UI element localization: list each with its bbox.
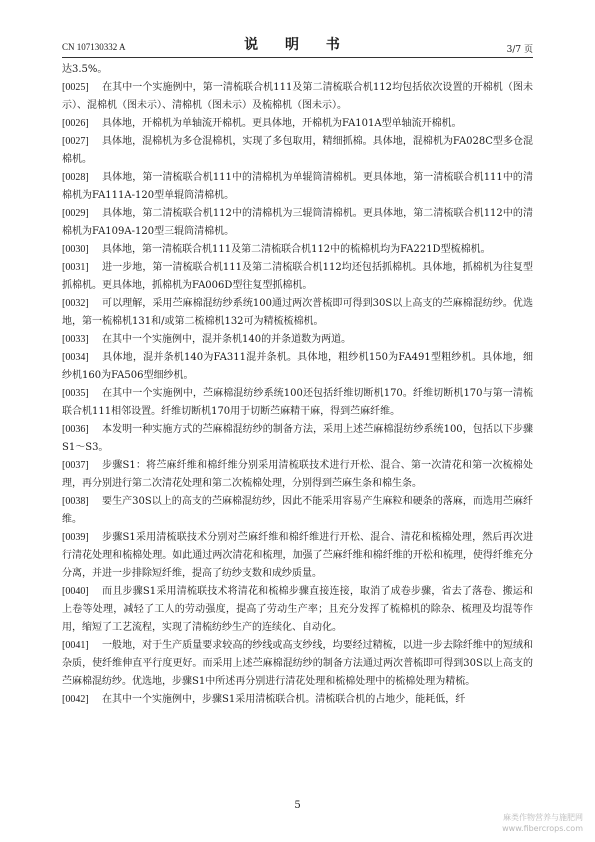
paragraph bbox=[62, 385, 533, 421]
watermark-site-name: 麻类作物营养与施肥网 bbox=[503, 813, 583, 822]
paragraph-text: 在其中一个实施例中，苎麻棉混纺纱系统100还包括纤维切断机170。纤维切断机170与第一清梳联合机111相邻设置。纤维切断机170用于切断苎麻精干麻，得到苎麻纤维。 bbox=[62, 388, 533, 417]
paragraph bbox=[62, 241, 533, 259]
paragraph-text: 而且步骤S1采用清梳联技术将清花和梳棉步骤直接连接，取消了成卷步骤，省去了落卷、搬运和上卷等处理，减轻了工人的劳动强度，提高了劳动生产率；且充分发挥了梳棉机的除杂、梳理及均混等作用，缩短了工艺流程，实现了清梳纺纱生产的连续化、自动化。 bbox=[62, 586, 533, 633]
paragraph-number: [0042] bbox=[62, 694, 89, 705]
paragraph-text: 进一步地，第一清梳联合机111及第二清梳联合机112均还包括抓棉机。具体地，抓棉机为往复型抓棉机。更具体地，抓棉机为FA006D型往复型抓棉机。 bbox=[62, 262, 533, 291]
document-body bbox=[62, 61, 533, 709]
paragraph-text: 在其中一个实施例中，步骤S1采用清梳联合机。清梳联合机的占地少，能耗低，纤 bbox=[102, 694, 466, 705]
paragraph-number: [0037] bbox=[62, 460, 89, 471]
paragraph-number: [0034] bbox=[62, 352, 89, 363]
paragraph-text: 在其中一个实施例中，第一清梳联合机111及第二清梳联合机112均包括依次设置的开棉机（图未示）、混棉机（图未示）、清棉机（图未示）及梳棉机（图未示）。 bbox=[62, 82, 533, 111]
paragraph-text: 步骤S1采用清梳联技术分别对苎麻纤维和棉纤维进行开松、混合、清花和梳棉处理，然后再次进行清花处理和梳棉处理。如此通过两次清花和梳理，加强了苎麻纤维和棉纤维的开松和梳理，使得纤维充分分离，并进一步排除短纤维，提高了纺纱支数和成纱质量。 bbox=[62, 532, 533, 579]
paragraph-number: [0029] bbox=[62, 208, 89, 219]
paragraph-number: [0039] bbox=[62, 532, 89, 543]
paragraph-number: [0025] bbox=[62, 82, 89, 93]
patent-number: CN 107130332 A bbox=[62, 42, 126, 52]
watermark bbox=[443, 812, 583, 834]
paragraph-number: [0030] bbox=[62, 244, 89, 255]
paragraph bbox=[62, 349, 533, 385]
paragraph-text: 具体地，混棉机为多仓混棉机，实现了多包取用，精细抓棉。具体地，混棉机为FA028C型多仓混棉机。 bbox=[62, 136, 533, 165]
page-indicator: 3/7 页 bbox=[506, 45, 533, 55]
paragraph bbox=[62, 493, 533, 529]
paragraph bbox=[62, 637, 533, 691]
paragraph bbox=[62, 61, 533, 79]
paragraph bbox=[62, 295, 533, 331]
paragraph-number: [0033] bbox=[62, 334, 89, 345]
paragraph-text: 具体地，第二清梳联合机112中的清棉机为三辊筒清棉机。更具体地，第二清梳联合机112中的清棉机为FA109A-120型三辊筒清棉机。 bbox=[62, 208, 533, 237]
paragraph bbox=[62, 133, 533, 169]
paragraph bbox=[62, 205, 533, 241]
paragraph bbox=[62, 331, 533, 349]
header-divider bbox=[62, 57, 533, 58]
paragraph bbox=[62, 259, 533, 295]
paragraph bbox=[62, 457, 533, 493]
paragraph-text: 具体地，第一清梳联合机111及第二清梳联合机112中的梳棉机均为FA221D型梳棉机。 bbox=[102, 244, 491, 255]
paragraph-number: [0032] bbox=[62, 298, 89, 309]
document-title: 说 明 书 bbox=[244, 37, 351, 53]
paragraph bbox=[62, 79, 533, 115]
paragraph-text: 要生产30S以上的高支的苎麻棉混纺纱，因此不能采用容易产生麻粒和硬条的落麻，而选用苎麻纤维。 bbox=[62, 496, 533, 525]
paragraph-number: [0041] bbox=[62, 640, 89, 651]
paragraph-text: 具体地，第一清梳联合机111中的清棉机为单辊筒清棉机。更具体地，第一清梳联合机111中的清棉机为FA111A-120型单辊筒清棉机。 bbox=[62, 172, 533, 201]
paragraph-number: [0036] bbox=[62, 424, 89, 435]
paragraph bbox=[62, 691, 533, 709]
paragraph bbox=[62, 115, 533, 133]
paragraph bbox=[62, 529, 533, 583]
paragraph-text: 步骤S1：将苎麻纤维和棉纤维分别采用清梳联技术进行开松、混合、第一次清花和第一次梳棉处理，再分别进行第二次清花处理和第二次梳棉处理，分别得到苎麻生条和棉生条。 bbox=[62, 460, 533, 489]
paragraph bbox=[62, 421, 533, 457]
page-number: 5 bbox=[294, 800, 301, 811]
paragraph-text: 一般地，对于生产质量要求较高的纱线或高支纱线，均要经过精梳，以进一步去除纤维中的短绒和杂质，使纤维伸直平行度更好。而采用上述苎麻棉混纺纱的制备方法通过两次普梳即可得到30S以上高支的苎麻棉混纺纱。优选地，步骤S1中所述再分别进行清花处理和梳棉处理中的梳棉处理为精梳。 bbox=[62, 640, 533, 687]
paragraph-number: [0026] bbox=[62, 118, 89, 129]
paragraph-number: [0031] bbox=[62, 262, 89, 273]
paragraph-text: 达3.5%。 bbox=[62, 64, 108, 75]
paragraph-text: 在其中一个实施例中，混并条机140的并条道数为两道。 bbox=[102, 334, 352, 345]
paragraph-number: [0035] bbox=[62, 388, 89, 399]
paragraph-number: [0027] bbox=[62, 136, 89, 147]
paragraph-text: 本发明一种实施方式的苎麻棉混纺纱的制备方法，采用上述苎麻棉混纺纱系统100，包括以下步骤S1～S3。 bbox=[62, 424, 533, 453]
paragraph-text: 具体地，开棉机为单轴流开棉机。更具体地，开棉机为FA101A型单轴流开棉机。 bbox=[102, 118, 462, 129]
paragraph-number: [0028] bbox=[62, 172, 89, 183]
paragraph-text: 可以理解，采用苎麻棉混纺纱系统100通过两次普梳即可得到30S以上高支的苎麻棉混纺纱。优选地，第一梳棉机131和/或第二梳棉机132可为精梳梳棉机。 bbox=[62, 298, 533, 327]
paragraph bbox=[62, 169, 533, 205]
paragraph-text: 具体地，混并条机140为FA311混并条机。具体地，粗纱机150为FA491型粗纱机。具体地，细纱机160为FA506型细纱机。 bbox=[62, 352, 533, 381]
paragraph bbox=[62, 583, 533, 637]
paragraph-number: [0040] bbox=[62, 586, 89, 597]
paragraph-number: [0038] bbox=[62, 496, 89, 507]
watermark-url: www.fibercrops.com bbox=[502, 824, 583, 833]
page-header bbox=[62, 34, 533, 56]
